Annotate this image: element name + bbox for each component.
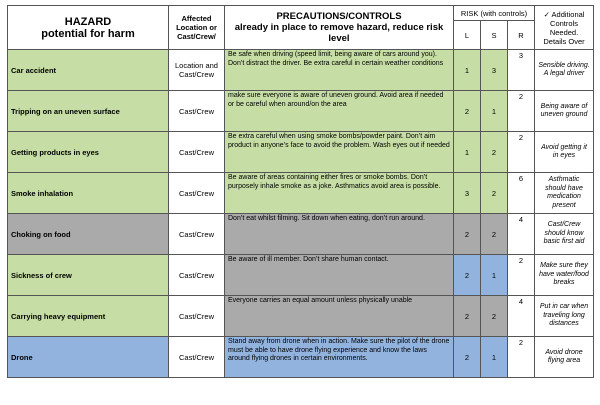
table-row [8,50,594,91]
precautions-cell: Stand away from drone when in action. Make sure the pilot of the drone must be able to have drone flying experience and know the laws around flying drones in certain environments. [225,337,454,378]
affected-cell: Cast/Crew [169,132,225,173]
additional-controls-cell: Asthmatic should have medication present [535,173,594,214]
precautions-cell: Be aware of areas containing either fires or smoke bombs. Don’t purposely inhale smoke as a joke. Asthmatics avoid area is possible. [225,173,454,214]
table-row [8,132,594,173]
header-precautions [225,6,454,50]
additional-controls-cell: Avoid getting it in eyes [535,132,594,173]
header-precautions-subtitle: already in place to remove hazard, reduce risk level [234,22,444,44]
risk-assessment [7,5,594,378]
risk-cell: 4 [508,214,535,255]
header-hazard-subtitle: potential for harm [41,27,135,40]
risk-cell: 2 [508,255,535,296]
affected-cell: Cast/Crew [169,173,225,214]
likelihood-cell: 2 [454,214,481,255]
affected-cell: Cast/Crew [169,91,225,132]
affected-cell: Cast/Crew [169,337,225,378]
risk-table [7,5,594,378]
severity-cell: 2 [481,173,508,214]
table-row [8,173,594,214]
hazard-cell: Carrying heavy equipment [8,296,169,337]
header-s: S [481,21,508,50]
hazard-cell: Getting products in eyes [8,132,169,173]
severity-cell: 1 [481,255,508,296]
likelihood-cell: 2 [454,296,481,337]
precautions-cell: Everyone carries an equal amount unless physically unable [225,296,454,337]
precautions-cell: Be safe when driving (speed limit, being aware of cars around you). Don’t distract the driver. Be extra careful in certain weather conditions [225,50,454,91]
hazard-cell: Choking on food [8,214,169,255]
header-precautions-title: PRECAUTIONS/CONTROLS [276,11,402,22]
table-row [8,214,594,255]
severity-cell: 3 [481,50,508,91]
precautions-cell: Don’t eat whilst filming. Sit down when eating, don’t run around. [225,214,454,255]
affected-cell: Cast/Crew [169,214,225,255]
affected-cell: Cast/Crew [169,255,225,296]
risk-cell: 4 [508,296,535,337]
affected-cell: Location and Cast/Crew [169,50,225,91]
risk-cell: 6 [508,173,535,214]
additional-controls-cell: Make sure they have water/food breaks [535,255,594,296]
hazard-cell: Car accident [8,50,169,91]
header-hazard [8,6,169,50]
likelihood-cell: 1 [454,132,481,173]
likelihood-cell: 2 [454,91,481,132]
table-row [8,255,594,296]
likelihood-cell: 3 [454,173,481,214]
table-row [8,91,594,132]
likelihood-cell: 1 [454,50,481,91]
additional-controls-cell: Avoid drone flying area [535,337,594,378]
severity-cell: 2 [481,214,508,255]
header-affected: Affected Location or Cast/Crew/ [169,6,225,50]
risk-cell: 2 [508,91,535,132]
precautions-cell: Be extra careful when using smoke bombs/powder paint. Don’t aim product in anyone’s face to avoid the problem. Wash eyes out if needed [225,132,454,173]
severity-cell: 2 [481,296,508,337]
table-row [8,337,594,378]
severity-cell: 1 [481,337,508,378]
severity-cell: 2 [481,132,508,173]
likelihood-cell: 2 [454,337,481,378]
risk-cell: 2 [508,132,535,173]
additional-controls-cell: Sensible driving. A legal driver [535,50,594,91]
additional-controls-cell: Cast/Crew should know basic first aid [535,214,594,255]
table-row [8,296,594,337]
hazard-cell: Sickness of crew [8,255,169,296]
hazard-cell: Tripping on an uneven surface [8,91,169,132]
precautions-cell: make sure everyone is aware of uneven ground. Avoid area if needed or be careful when around/on the area [225,91,454,132]
additional-controls-cell: Being aware of uneven ground [535,91,594,132]
header-risk: RISK (with controls) [454,6,535,21]
hazard-cell: Smoke inhalation [8,173,169,214]
risk-cell: 2 [508,337,535,378]
header-hazard-title: HAZARD [64,15,112,28]
hazard-cell: Drone [8,337,169,378]
affected-cell: Cast/Crew [169,296,225,337]
risk-cell: 3 [508,50,535,91]
additional-controls-cell: Put in car when traveling long distances [535,296,594,337]
header-r: R [508,21,535,50]
precautions-cell: Be aware of ill member. Don’t share human contact. [225,255,454,296]
likelihood-cell: 2 [454,255,481,296]
header-l: L [454,21,481,50]
severity-cell: 1 [481,91,508,132]
header-additional: ✓ Additional Controls Needed. Details Over [535,6,594,50]
